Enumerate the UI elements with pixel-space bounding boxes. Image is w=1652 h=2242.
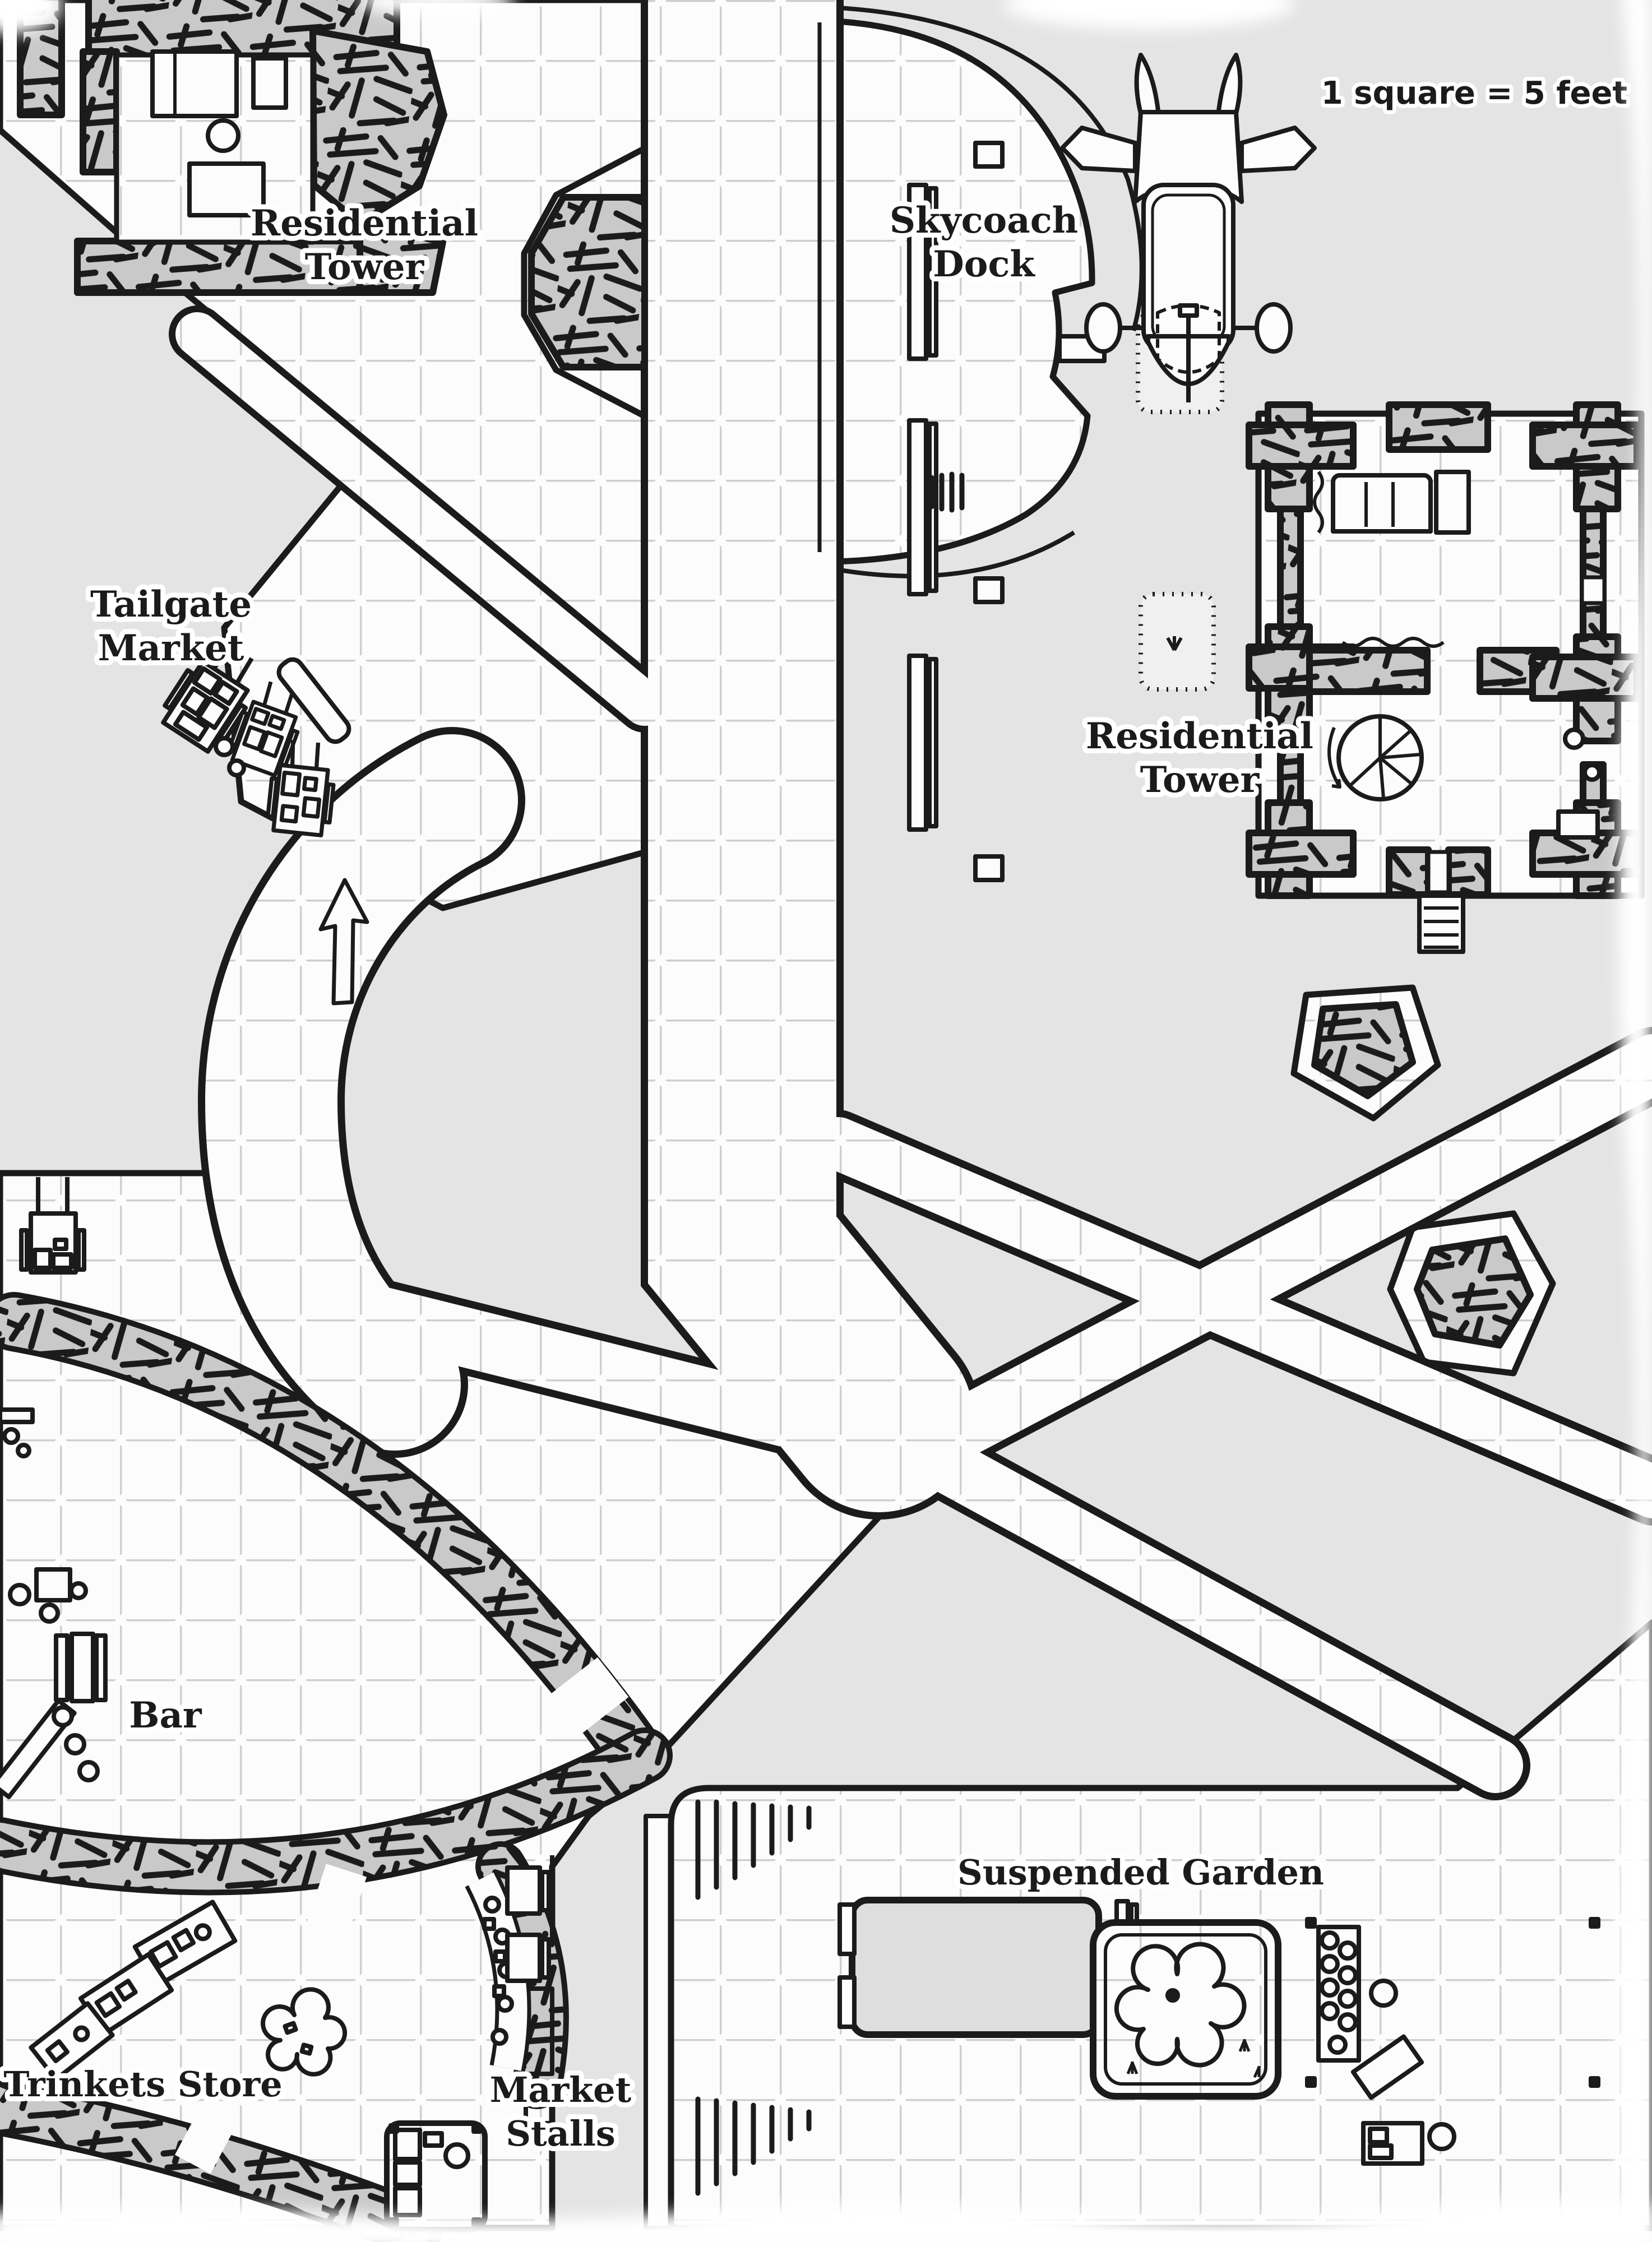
label-suspended-garden: Suspended Garden	[957, 1852, 1325, 1893]
side-table-icon	[1436, 472, 1469, 532]
label-residential-tower-e-line1: Residential	[1086, 715, 1313, 757]
couch-icon	[1333, 475, 1431, 531]
stool-icon	[208, 121, 238, 151]
label-tailgate-market-line1: Tailgate	[90, 583, 252, 626]
wardrobe-icon	[253, 58, 286, 108]
label-residential-tower-nw-line2: Tower	[304, 246, 424, 288]
planter-strip-icon	[1318, 1927, 1359, 2060]
label-bar: Bar	[129, 1694, 202, 1736]
rope-bridge-icon	[1419, 896, 1463, 952]
pool-icon	[852, 1900, 1099, 2035]
bed-icon	[152, 52, 237, 116]
label-residential-tower-e-line2: Tower	[1140, 759, 1260, 801]
label-market-stalls-line2: Stalls	[506, 2113, 616, 2154]
door-gap	[1428, 852, 1449, 892]
bar-table-icon	[36, 1569, 70, 1600]
pool-bench-icon	[840, 1977, 854, 2027]
rail-strip	[646, 1816, 671, 2228]
pool-bench-icon	[840, 1905, 854, 1954]
chest-icon	[1558, 812, 1598, 837]
label-skycoach-dock-line2: Dock	[933, 243, 1035, 285]
label-residential-tower-nw-line1: Residential	[251, 202, 478, 244]
wall-nw-tower-left	[83, 52, 117, 172]
bar-counter-icon	[56, 1636, 67, 1700]
wall-bump-pillar	[531, 197, 645, 367]
scale-note-label: 1 square = 5 feet	[1321, 75, 1628, 112]
door-gap	[1582, 577, 1604, 603]
bench-icon	[0, 1410, 33, 1422]
vendor-cabinet-platform	[387, 2123, 485, 2230]
label-trinkets-store: Trinkets Store	[3, 2064, 283, 2105]
bar-counter-icon	[72, 1634, 93, 1701]
label-tailgate-market-line2: Market	[98, 627, 244, 669]
bar-counter-icon	[96, 1636, 105, 1700]
label-skycoach-dock-line1: Skycoach	[889, 200, 1079, 242]
label-market-stalls-line1: Market	[489, 2069, 632, 2110]
sack-icon	[229, 761, 244, 775]
sack-icon	[216, 738, 233, 755]
